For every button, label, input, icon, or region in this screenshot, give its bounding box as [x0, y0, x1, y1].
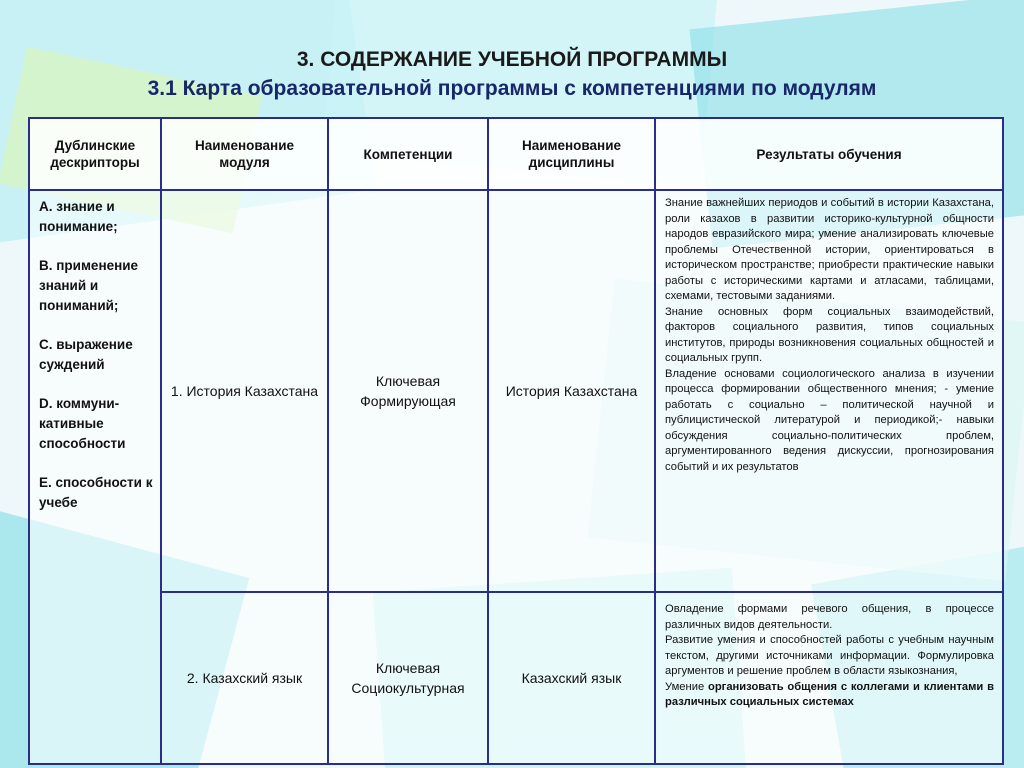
header-results: Результаты обучения — [655, 118, 1003, 190]
result-text: Развитие умения и способностей работы с учебным научным текстом, другими источниками информации. Формулировка аргументов и решение проблем в области языкознания, — [665, 634, 994, 677]
descriptor-c: C. выражение суждений — [39, 337, 133, 372]
competence-cell: Ключевая Формирующая — [328, 190, 488, 592]
result-text-plain: Умение — [665, 680, 708, 693]
descriptor-d: D. коммуни-кативные способности — [39, 396, 126, 451]
title-line-1: 3. СОДЕРЖАНИЕ УЧЕБНОЙ ПРОГРАММЫ — [296, 48, 728, 71]
result-text: Овладение формами речевого общения, в процессе различных видов деятельности. — [665, 603, 994, 631]
table-row — [29, 190, 1003, 592]
module-cell: 1. История Казахстана — [161, 190, 328, 592]
results-cell — [655, 592, 1003, 764]
results-cell — [655, 190, 1003, 592]
result-text-bold: организовать общения с коллегами и клиентами в различных социальных системах — [665, 680, 994, 708]
competence-cell: Ключевая Социокультурная — [328, 592, 488, 764]
slide-title — [0, 46, 1024, 104]
title-line-2: 3.1 Карта образовательной программы с компетенциями по модулям — [147, 77, 877, 100]
header-descriptors: Дублинские дескрипторы — [29, 118, 161, 190]
result-text: Знание основных форм социальных взаимодействий, факторов социального развития, типов социальных институтов, природы возникновения социальных общностей и социальных групп. — [665, 305, 994, 364]
header-discipline: Наименование дисциплины — [488, 118, 655, 190]
descriptor-e: E. способности к учебе — [39, 475, 153, 510]
discipline-cell: История Казахстана — [488, 190, 655, 592]
discipline-cell: Казахский язык — [488, 592, 655, 764]
header-module: Наименование модуля — [161, 118, 328, 190]
module-cell: 2. Казахский язык — [161, 592, 328, 764]
table-header-row — [29, 118, 1003, 190]
descriptors-cell — [29, 190, 161, 764]
result-text: Знание важнейших периодов и событий в истории Казахстана, роли казахов в развитии историко-культурной общности народов евразийского мира; умение анализировать ключевые проблемы Отечественной истории, ориентироваться в историческом пространстве; приобрести практические навыки работы с историческими картами и атласами, таблицами, схемами, тестовыми заданиями. — [665, 197, 994, 302]
result-text — [665, 680, 994, 711]
table-row — [29, 592, 1003, 764]
descriptor-b: B. применение знаний и пониманий; — [39, 258, 139, 313]
result-text: Владение основами социологического анализа в изучении процесса формировании общественного мнения; - умение работать с социально – политической научной и публицистической литературой и периодикой;- навыки обсуждения социально-политических проблем, аргументированного ведения дискуссии, прогнозирования событий и их результатов — [665, 367, 994, 473]
descriptor-a: A. знание и понимание; — [39, 199, 118, 234]
program-map-table — [28, 117, 1004, 765]
header-competences: Компетенции — [328, 118, 488, 190]
